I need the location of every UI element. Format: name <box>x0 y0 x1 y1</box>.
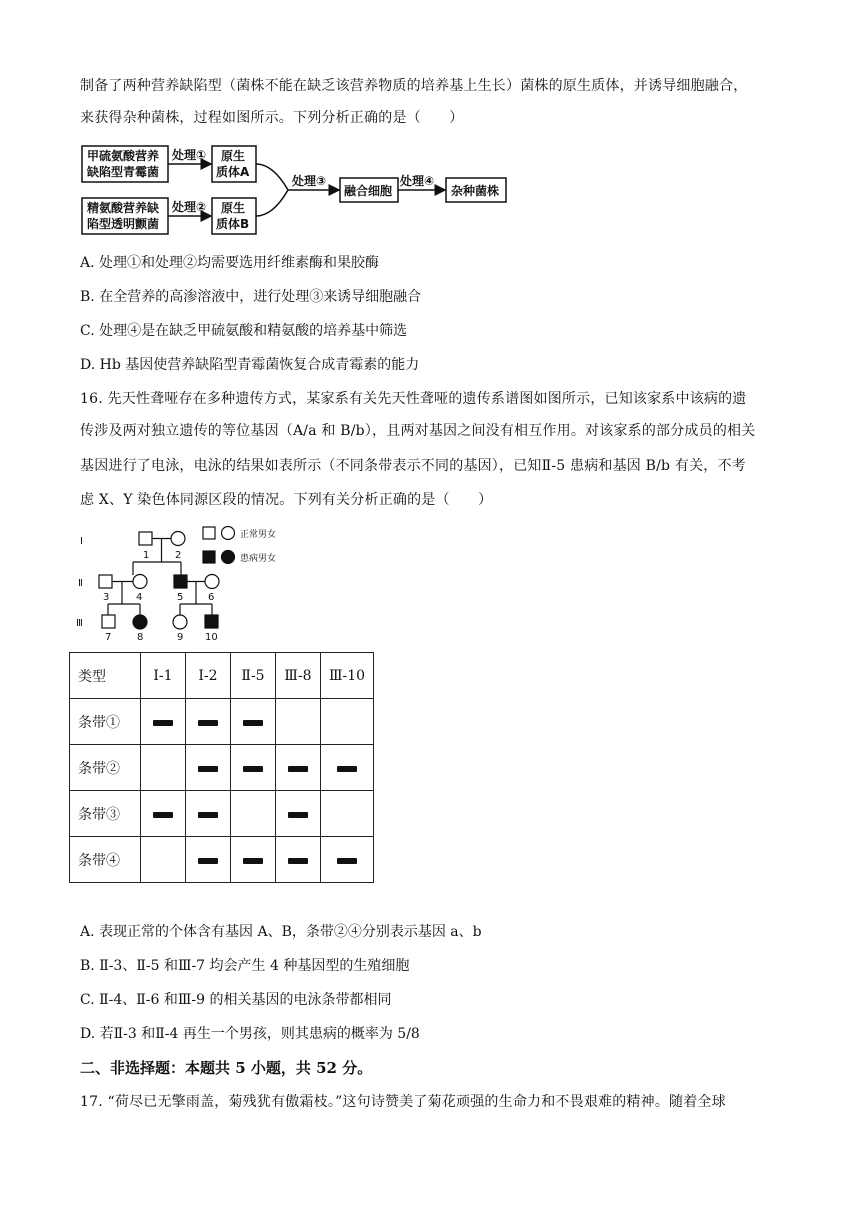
band-cell <box>186 745 231 791</box>
band-cell <box>186 837 231 883</box>
band-cell <box>276 791 321 837</box>
band-cell <box>321 745 374 791</box>
band-cell <box>276 745 321 791</box>
band-cell <box>141 837 186 883</box>
row-label: 条带③ <box>70 791 141 837</box>
row-label: 条带④ <box>70 837 141 883</box>
generation-2-label: Ⅱ <box>78 578 83 589</box>
band-cell <box>141 791 186 837</box>
generation-1-label: Ⅰ <box>80 536 83 547</box>
q15-option-d: D. Hb 基因使营养缺陷型青霉菌恢复合成青霉素的能力 <box>80 357 420 373</box>
table-header-cell: Ⅲ-10 <box>321 653 374 699</box>
band-mark <box>198 858 218 864</box>
section-title: 二、非选择题：本题共 5 小题，共 52 分。 <box>80 1059 373 1077</box>
step-3-label: 处理③ <box>292 174 327 188</box>
question-16-line-3: 基因进行了电泳，电泳的结果如表所示（不同条带表示不同的基因），已知Ⅱ-5 患病和基因 B/b 有关，不考 <box>80 458 746 474</box>
band-cell <box>276 699 321 745</box>
protoplast-b-label-1: 原生 <box>221 201 246 215</box>
band-mark <box>198 812 218 818</box>
band-mark <box>337 858 357 864</box>
pedigree-id-6: 6 <box>208 592 215 603</box>
table-header-row <box>70 653 374 699</box>
band-cell <box>321 699 374 745</box>
band-cell <box>186 791 231 837</box>
question-15-text-line-1: 制备了两种营养缺陷型（菌株不能在缺乏该营养物质的培养基上生长）菌株的原生质体，并诱导细胞融合， <box>80 78 748 94</box>
question-17-line-1: 17. “荷尽已无擎雨盖，菊残犹有傲霜枝。”这句诗赞美了菊花顽强的生命力和不畏艰难的精神。随着全球 <box>80 1094 726 1110</box>
band-cell <box>321 791 374 837</box>
q16-option-c: C. Ⅱ-4、Ⅱ-6 和Ⅲ-9 的相关基因的电泳条带都相同 <box>80 992 392 1008</box>
generation-3-label: Ⅲ <box>76 618 83 629</box>
band-mark <box>198 720 218 726</box>
band-mark <box>243 720 263 726</box>
band-cell <box>186 699 231 745</box>
q15-option-a: A. 处理①和处理②均需要选用纤维素酶和果胶酶 <box>80 255 380 271</box>
pedigree-id-9: 9 <box>177 632 184 643</box>
pedigree-id-1: 1 <box>143 550 150 561</box>
table-row <box>70 745 374 791</box>
band-cell <box>231 791 276 837</box>
fused-cell-label: 融合细胞 <box>344 184 393 198</box>
strain-a-label-1: 甲硫氨酸营养 <box>87 149 160 163</box>
band-cell <box>231 745 276 791</box>
legend-normal-label: 正常男女 <box>240 530 277 540</box>
table-row <box>70 791 374 837</box>
table-header-cell: Ⅰ-2 <box>186 653 231 699</box>
question-16-line-2: 传涉及两对独立遗传的等位基因（A/a 和 B/b），且两对基因之间没有相互作用。对该家系的部分成员的相关 <box>80 423 756 439</box>
band-mark <box>288 766 308 772</box>
band-mark <box>337 766 357 772</box>
electrophoresis-table <box>69 652 374 883</box>
table-header-cell: Ⅲ-8 <box>276 653 321 699</box>
band-cell <box>231 837 276 883</box>
strain-a-label-2: 缺陷型青霉菌 <box>87 165 160 179</box>
pedigree-id-3: 3 <box>103 592 110 603</box>
pedigree-id-5: 5 <box>177 592 184 603</box>
row-label: 条带① <box>70 699 141 745</box>
band-mark <box>243 766 263 772</box>
pedigree-chart <box>72 522 302 644</box>
band-mark <box>153 812 173 818</box>
step-2-label: 处理② <box>172 200 207 214</box>
protoplast-b-label-2: 质体B <box>216 217 250 231</box>
hybrid-strain-label: 杂种菌株 <box>451 184 500 198</box>
table-header-cell: Ⅰ-1 <box>141 653 186 699</box>
band-cell <box>141 745 186 791</box>
strain-b-label-2: 陷型透明颤菌 <box>87 217 160 231</box>
band-cell <box>231 699 276 745</box>
table-row <box>70 699 374 745</box>
table-header-cell: Ⅱ-5 <box>231 653 276 699</box>
step-4-label: 处理④ <box>400 174 435 188</box>
table-row <box>70 837 374 883</box>
protoplast-a-label-1: 原生 <box>221 149 246 163</box>
pedigree-id-10: 10 <box>205 632 218 643</box>
pedigree-id-4: 4 <box>136 592 143 603</box>
pedigree-id-2: 2 <box>175 550 182 561</box>
band-mark <box>153 720 173 726</box>
q16-option-b: B. Ⅱ-3、Ⅱ-5 和Ⅲ-7 均会产生 4 种基因型的生殖细胞 <box>80 958 410 974</box>
band-mark <box>288 858 308 864</box>
band-cell <box>141 699 186 745</box>
band-cell <box>276 837 321 883</box>
step-1-label: 处理① <box>172 148 207 162</box>
band-cell <box>321 837 374 883</box>
band-mark <box>198 766 218 772</box>
question-15-text-line-2: 来获得杂种菌株，过程如图所示。下列分析正确的是（ ） <box>80 110 464 126</box>
q16-option-d: D. 若Ⅱ-3 和Ⅱ-4 再生一个男孩，则其患病的概率为 5/8 <box>80 1026 420 1042</box>
question-16-line-4: 虑 X、Y 染色体同源区段的情况。下列有关分析正确的是（ ） <box>80 492 493 508</box>
band-mark <box>243 858 263 864</box>
legend-affected-label: 患病男女 <box>240 554 277 564</box>
question-16-line-1: 16. 先天性聋哑存在多种遗传方式，某家系有关先天性聋哑的遗传系谱图如图所示，已知该家系中该病的遗 <box>80 391 747 407</box>
band-mark <box>288 812 308 818</box>
protoplast-a-label-2: 质体A <box>216 165 250 179</box>
fusion-flow-diagram <box>78 140 518 240</box>
q15-option-b: B. 在全营养的高渗溶液中，进行处理③来诱导细胞融合 <box>80 289 422 305</box>
row-label: 条带② <box>70 745 141 791</box>
pedigree-id-7: 7 <box>105 632 112 643</box>
q16-option-a: A. 表现正常的个体含有基因 A、B，条带②④分别表示基因 a、b <box>80 924 482 940</box>
table-header-cell: 类型 <box>70 653 141 699</box>
pedigree-id-8: 8 <box>137 632 144 643</box>
strain-b-label-1: 精氨酸营养缺 <box>87 201 160 215</box>
q15-option-c: C. 处理④是在缺乏甲硫氨酸和精氨酸的培养基中筛选 <box>80 323 408 339</box>
